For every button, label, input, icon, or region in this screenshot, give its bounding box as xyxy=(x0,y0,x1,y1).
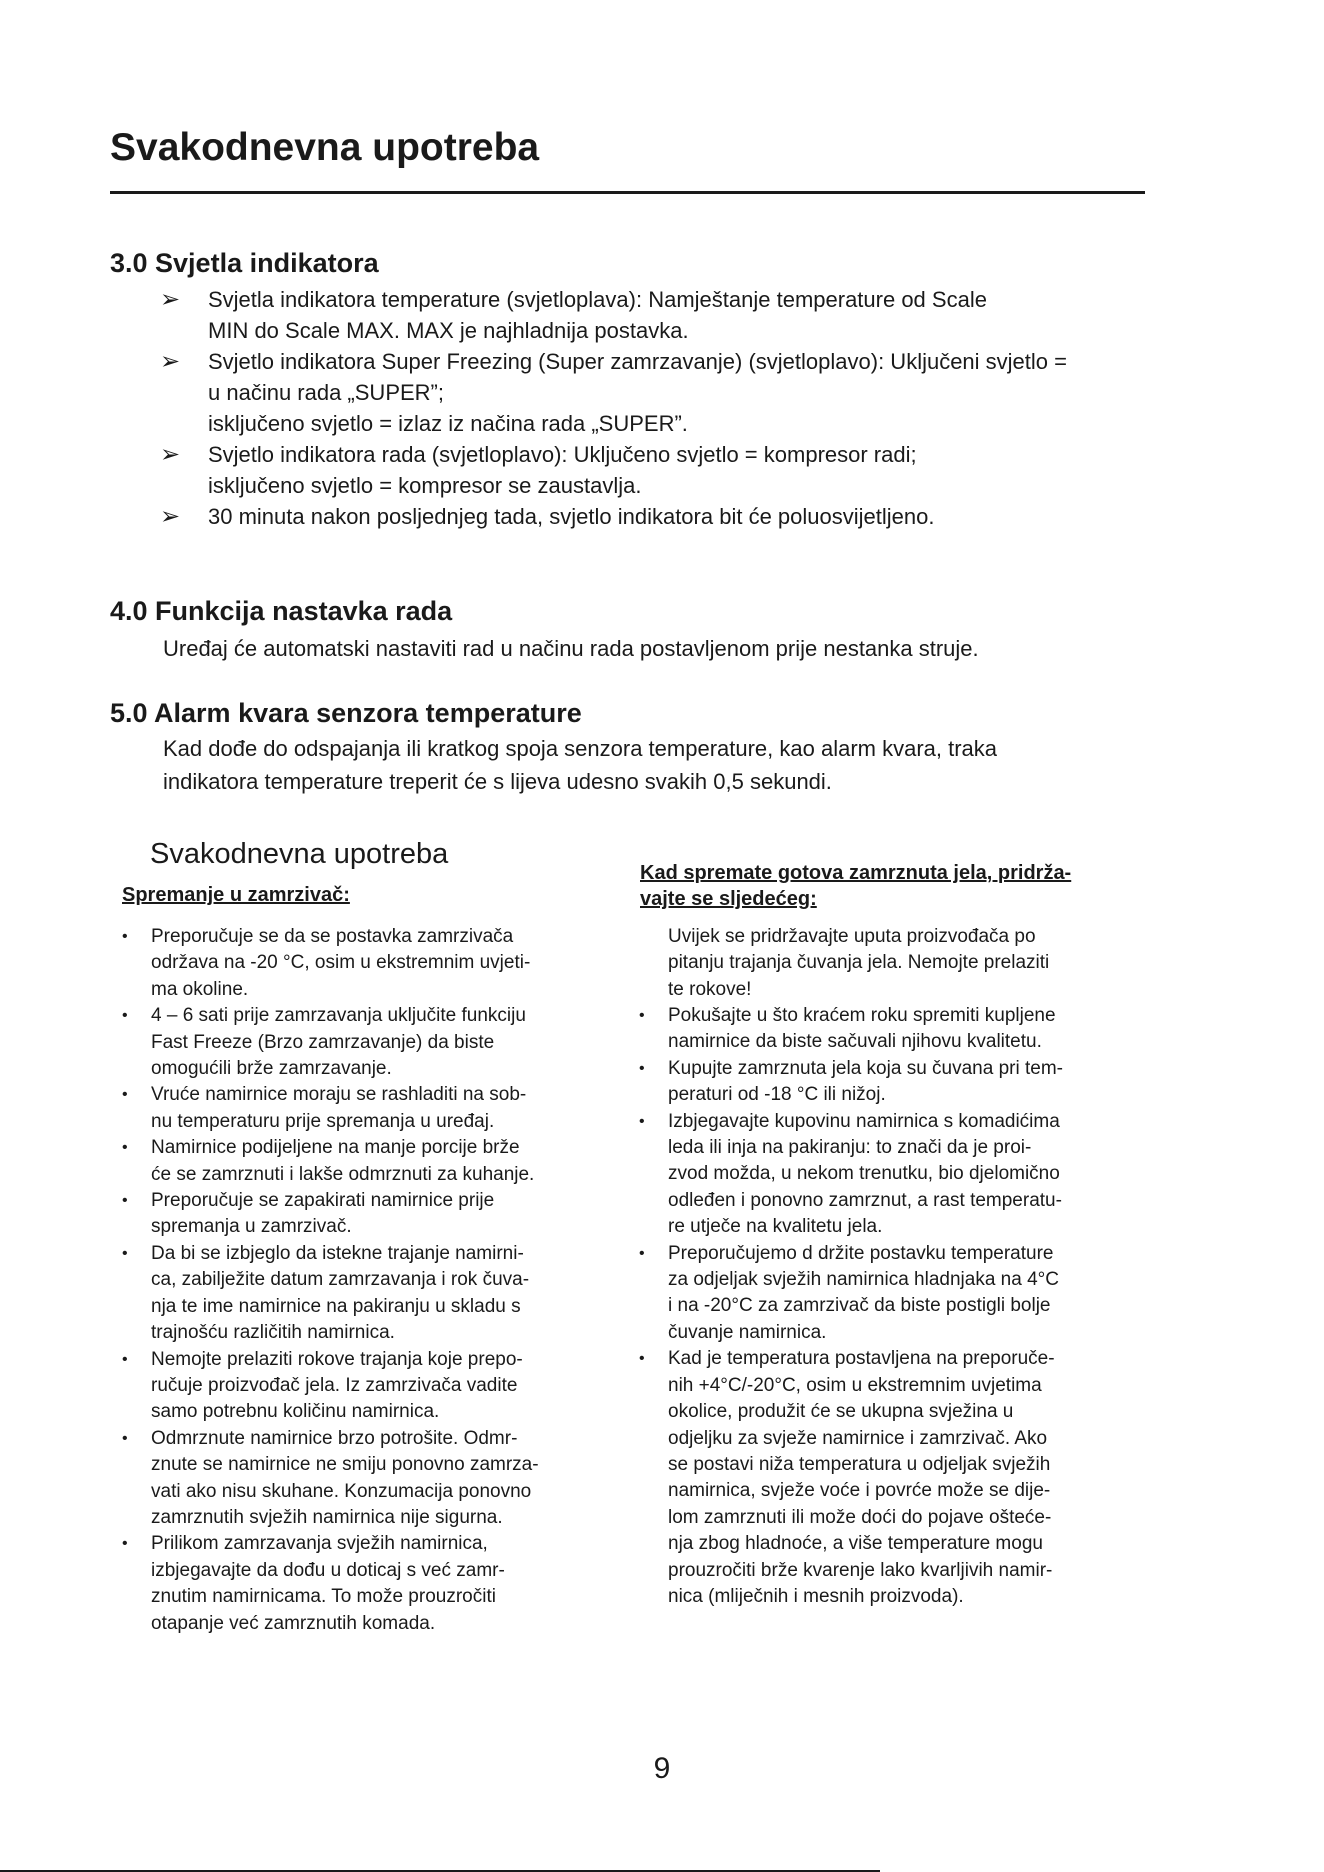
section-3-heading: 3.0 Svjetla indikatora xyxy=(110,248,379,278)
bullet-icon: • xyxy=(122,1007,128,1025)
bullet-icon: • xyxy=(122,1535,128,1553)
list-item-line: Preporučuje se zapakirati namirnice prije xyxy=(151,1190,495,1212)
list-item xyxy=(637,1109,1157,1241)
list-item-line: nja zbog hladnoće, a više temperature mogu xyxy=(668,1533,1043,1555)
frozen-meals-heading-line: Kad spremate gotova zamrznuta jela, pridrža- xyxy=(640,862,1072,884)
frozen-meals-list xyxy=(637,1003,1157,1610)
list-item-line: za odjeljak svježih namirnica hladnjaka na 4°C xyxy=(668,1269,1059,1291)
frozen-meals-intro xyxy=(668,924,1148,1003)
list-item-line: lom zamrznuti ili može doći do pojave ošteće- xyxy=(668,1506,1052,1528)
list-item-line: Namirnice podijeljene na manje porcije brže xyxy=(151,1137,520,1159)
list-item-line: nja te ime namirnice na pakiranju u skladu s xyxy=(151,1295,521,1317)
list-item xyxy=(637,1056,1157,1109)
section-5-line: indikatora temperature treperit će s lijeva udesno svakih 0,5 sekundi. xyxy=(163,769,832,794)
list-item-line: otapanje već zamrznutih komada. xyxy=(151,1612,436,1634)
bullet-icon: • xyxy=(122,1244,128,1262)
list-item xyxy=(120,1003,640,1082)
list-item xyxy=(637,1003,1157,1056)
list-item xyxy=(120,1082,640,1135)
bullet-icon: • xyxy=(122,1350,128,1368)
list-item-line: Preporučuje se da se postavka zamrzivača xyxy=(151,926,514,947)
list-item-line: omogućili brže zamrzavanje. xyxy=(151,1058,392,1080)
list-item-line: izbjegavajte da dođu u doticaj s već zamr- xyxy=(151,1559,505,1581)
list-item-line: Pokušajte u što kraćem roku spremiti kupljene xyxy=(668,1005,1056,1026)
list-item-line: Odmrznute namirnice brzo potrošite. Odmr- xyxy=(151,1427,518,1449)
bullet-icon: ➢ xyxy=(160,503,181,530)
list-item-line: zvod možda, u nekom trenutku, bio djelomično xyxy=(668,1163,1060,1185)
list-item xyxy=(637,1241,1157,1347)
list-item xyxy=(120,1531,640,1637)
section-4-body: Uređaj će automatski nastaviti rad u načinu rada postavljenom prije nestanka struje. xyxy=(163,636,979,661)
bullet-icon: • xyxy=(122,1139,128,1157)
list-item-line: spremanja u zamrzivač. xyxy=(151,1216,352,1238)
list-item xyxy=(120,1241,640,1347)
bullet-icon: ➢ xyxy=(160,286,181,313)
intro-line: Uvijek se pridržavajte uputa proizvođača po xyxy=(668,926,1036,947)
list-item-line: vati ako nisu skuhane. Konzumacija ponovno xyxy=(151,1480,532,1502)
intro-line: te rokove! xyxy=(668,978,752,1000)
list-item-line: namirnica, svježe voće i povrće može se dije- xyxy=(668,1480,1051,1502)
bullet-icon: ➢ xyxy=(160,348,181,375)
list-item xyxy=(160,284,1150,346)
indicator-lights-list xyxy=(160,284,1150,532)
bullet-icon: • xyxy=(122,1086,128,1104)
list-item-line: Fast Freeze (Brzo zamrzavanje) da biste xyxy=(151,1031,495,1053)
list-item-line: MIN do Scale MAX. MAX je najhladnija postavka. xyxy=(208,318,689,343)
list-item-line: održava na -20 °C, osim u ekstremnim uvjeti- xyxy=(151,952,531,974)
list-item-line: nih +4°C/-20°C, osim u ekstremnim uvjetima xyxy=(668,1374,1042,1396)
list-item xyxy=(160,346,1150,439)
bullet-icon: ➢ xyxy=(160,441,181,468)
freezer-storage-heading: Spremanje u zamrzivač: xyxy=(122,884,350,906)
list-item-line: Svjetla indikatora temperature (svjetloplava): Namještanje temperature od Scale xyxy=(208,287,987,312)
list-item-line: Kupujte zamrznuta jela koja su čuvana pri tem- xyxy=(668,1057,1063,1079)
bullet-icon: • xyxy=(639,1244,645,1262)
list-item-line: i na -20°C za zamrzivač da biste postigli bolje xyxy=(668,1295,1051,1317)
list-item xyxy=(120,924,640,1003)
section-5-heading: 5.0 Alarm kvara senzora temperature xyxy=(110,698,582,728)
list-item-line: čuvanje namirnica. xyxy=(668,1321,827,1343)
list-item-line: trajnošću različitih namirnica. xyxy=(151,1322,395,1344)
list-item-line: Izbjegavajte kupovinu namirnica s komadićima xyxy=(668,1110,1060,1132)
list-item-line: re utječe na kvalitetu jela. xyxy=(668,1216,883,1238)
title-divider xyxy=(110,191,1145,194)
list-item-line: isključeno svjetlo = izlaz iz načina rada „SUPER”. xyxy=(208,411,688,436)
bullet-icon: • xyxy=(639,1112,645,1130)
list-item-line: Svjetlo indikatora rada (svjetloplavo): Uključeno svjetlo = kompresor radi; xyxy=(208,442,917,467)
list-item xyxy=(120,1426,640,1532)
daily-use-subtitle: Svakodnevna upotreba xyxy=(150,838,449,870)
section-5-body xyxy=(163,732,1153,798)
list-item-line: samo potrebnu količinu namirnica. xyxy=(151,1401,440,1423)
list-item-line: prouzročiti brže kvarenje lako kvarljivih namir- xyxy=(668,1559,1053,1581)
bullet-icon: • xyxy=(122,1192,128,1210)
list-item-line: isključeno svjetlo = kompresor se zaustavlja. xyxy=(208,473,642,498)
list-item xyxy=(637,1346,1157,1610)
list-item-line: nu temperaturu prije spremanja u uređaj. xyxy=(151,1110,495,1132)
section-4-heading: 4.0 Funkcija nastavka rada xyxy=(110,596,453,626)
list-item xyxy=(160,439,1150,501)
bullet-icon: • xyxy=(639,1350,645,1368)
list-item-line: zamrznutih svježih namirnica nije sigurna. xyxy=(151,1506,503,1528)
list-item-line: ca, zabilježite datum zamrzavanja i rok čuva- xyxy=(151,1269,530,1291)
frozen-meals-heading xyxy=(640,860,1071,912)
list-item-line: znutim namirnicama. To može prouzročiti xyxy=(151,1586,496,1608)
list-item xyxy=(120,1347,640,1426)
section-5-line: Kad dođe do odspajanja ili kratkog spoja senzora temperature, kao alarm kvara, traka xyxy=(163,736,998,761)
list-item-line: ručuje proizvođač jela. Iz zamrzivača vadite xyxy=(151,1374,518,1396)
list-item-line: ma okoline. xyxy=(151,978,249,1000)
list-item-line: 4 – 6 sati prije zamrzavanja uključite funkciju xyxy=(151,1005,526,1027)
list-item-line: odleđen i ponovno zamrznut, a rast temperatu- xyxy=(668,1189,1062,1211)
list-item-line: Vruće namirnice moraju se rashladiti na sob- xyxy=(151,1084,527,1106)
list-item-line: u načinu rada „SUPER”; xyxy=(208,380,444,405)
bullet-icon: • xyxy=(122,928,128,945)
intro-line: pitanju trajanja čuvanja jela. Nemojte prelaziti xyxy=(668,952,1050,974)
list-item-line: nica (mliječnih i mesnih proizvoda). xyxy=(668,1585,964,1607)
list-item-line: Kad je temperatura postavljena na preporuče- xyxy=(668,1348,1055,1370)
list-item-line: peraturi od -18 °C ili nižoj. xyxy=(668,1084,886,1106)
list-item-line: okolice, produžit će se ukupna svježina u xyxy=(668,1401,1014,1423)
freezer-storage-list xyxy=(120,924,640,1637)
list-item-line: Svjetlo indikatora Super Freezing (Super zamrzavanje) (svjetloplavo): Uključeni svjetlo = xyxy=(208,349,1067,374)
list-item-line: leda ili inja na pakiranju: to znači da je proi- xyxy=(668,1137,1032,1159)
list-item-line: odjeljku za svježe namirnice i zamrzivač. Ako xyxy=(668,1427,1048,1449)
list-item-line: znute se namirnice ne smiju ponovno zamrza- xyxy=(151,1454,539,1476)
list-item xyxy=(160,501,1150,532)
list-item-line: Nemojte prelaziti rokove trajanja koje prepo- xyxy=(151,1348,523,1370)
list-item-line: namirnice da biste sačuvali njihovu kvalitetu. xyxy=(668,1031,1042,1053)
list-item-line: Prilikom zamrzavanja svježih namirnica, xyxy=(151,1533,488,1555)
list-item xyxy=(120,1188,640,1241)
page-title: Svakodnevna upotreba xyxy=(110,126,540,169)
page-number: 9 xyxy=(653,1752,671,1785)
bullet-icon: • xyxy=(122,1429,128,1447)
frozen-meals-heading-line: vajte se sljedećeg: xyxy=(640,888,817,910)
list-item xyxy=(120,1135,640,1188)
bullet-icon: • xyxy=(639,1007,645,1024)
list-item-line: Da bi se izbjeglo da istekne trajanje namirni- xyxy=(151,1242,524,1264)
list-item-line: 30 minuta nakon posljednjeg tada, svjetlo indikatora bit će poluosvijetljeno. xyxy=(208,504,935,529)
bullet-icon: • xyxy=(639,1059,645,1077)
list-item-line: se postavi niža temperatura u odjeljak svježih xyxy=(668,1453,1051,1475)
list-item-line: Preporučujemo d držite postavku temperature xyxy=(668,1242,1054,1264)
list-item-line: će se zamrznuti i lakše odmrznuti za kuhanje. xyxy=(151,1163,535,1185)
